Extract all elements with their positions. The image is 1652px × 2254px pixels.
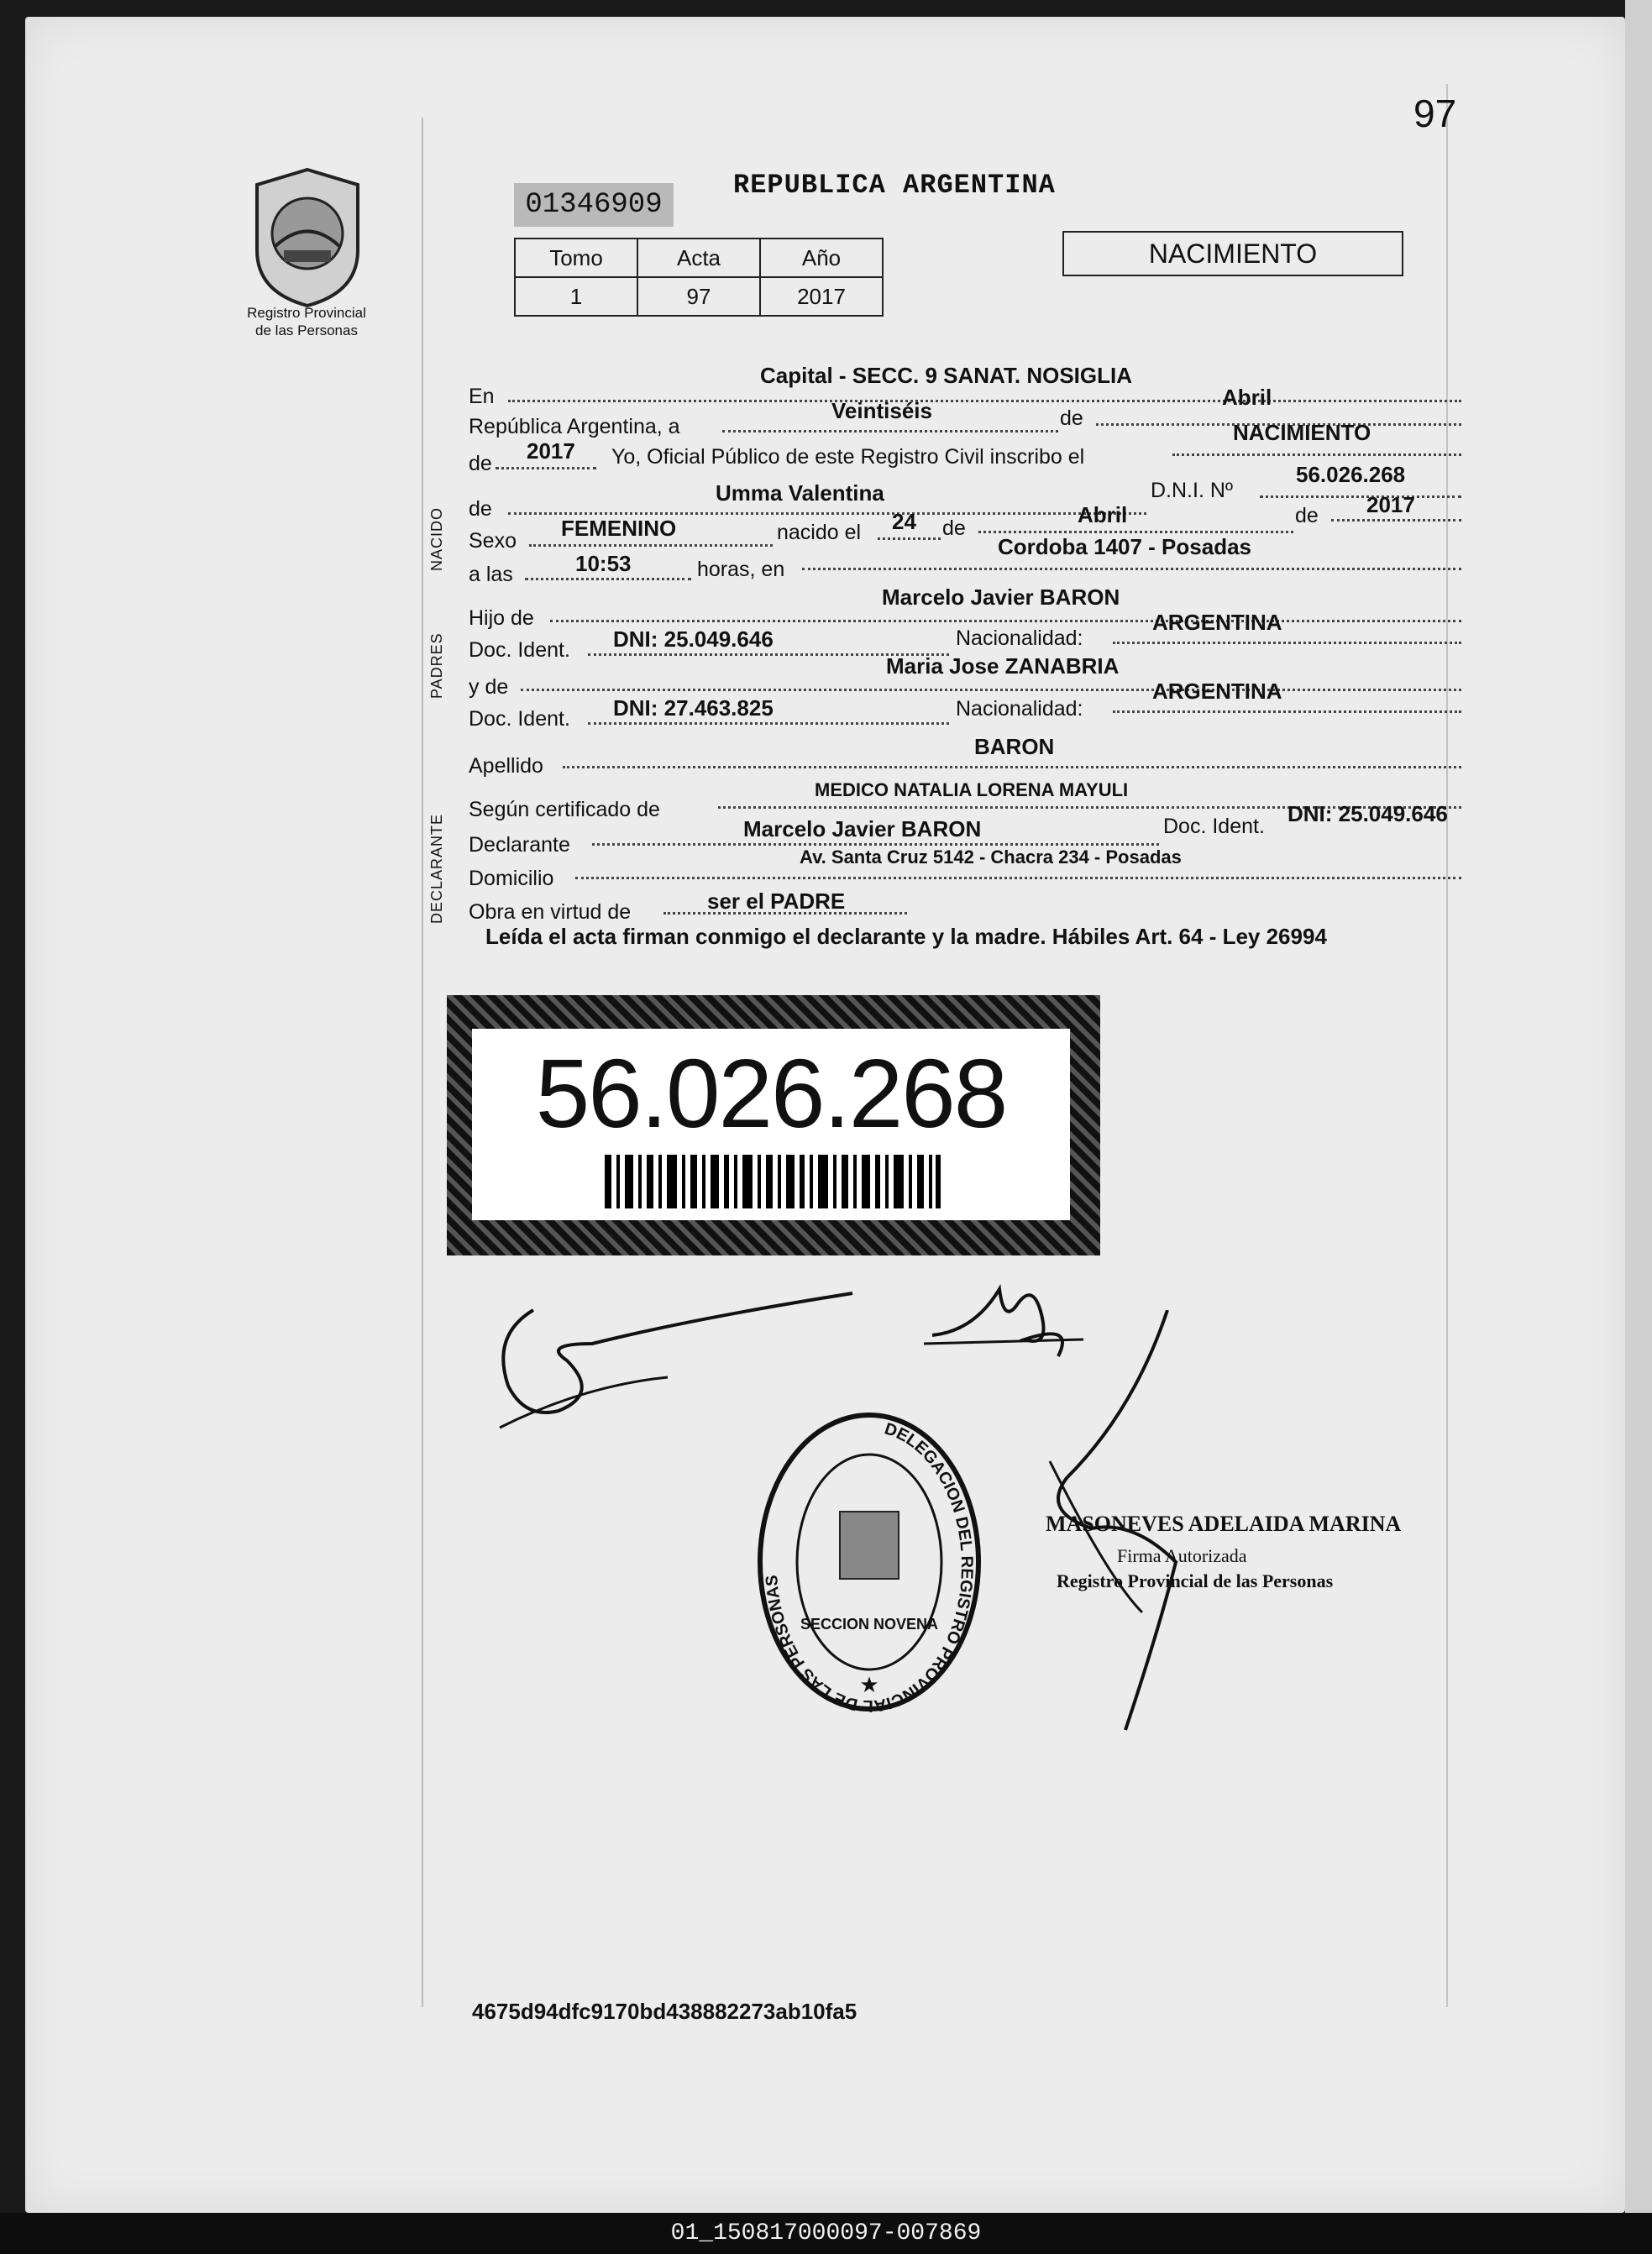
value-birth-time: 10:53 xyxy=(575,551,632,576)
document-hash: 4675d94dfc9170bd438882273ab10fa5 xyxy=(472,1999,857,2024)
label-doc-ident-father: Doc. Ident. xyxy=(469,638,570,662)
seal-inner-text: SECCION NOVENA xyxy=(800,1616,939,1633)
registry-table xyxy=(514,238,884,317)
value-father-nationality: ARGENTINA xyxy=(1152,610,1282,635)
label-de-birth-year: de xyxy=(1295,504,1319,527)
value-father-name: Marcelo Javier BARON xyxy=(882,584,1120,610)
value-month: Abril xyxy=(1222,385,1272,410)
acta-header: Acta xyxy=(637,239,760,277)
side-label-padres: PADRES xyxy=(428,632,445,699)
margin-line-left xyxy=(422,118,423,2007)
footer-id: 01_150817000097-007869 xyxy=(0,2213,1652,2254)
label-segun-cert: Según certificado de xyxy=(469,798,660,821)
dots-en xyxy=(508,400,1461,402)
dni-sticker-label xyxy=(472,1029,1070,1220)
label-dni: D.N.I. Nº xyxy=(1151,479,1234,502)
crest-label xyxy=(227,304,386,339)
registry-seal-stamp xyxy=(756,1411,983,1713)
label-declarante: Declarante xyxy=(469,833,570,857)
signatory-name: MASONEVES ADELAIDA MARINA xyxy=(1046,1512,1402,1536)
side-label-declarante: DECLARANTE xyxy=(428,813,445,924)
label-doc-ident-mother: Doc. Ident. xyxy=(469,707,570,731)
dots-birth-day xyxy=(878,537,941,540)
page-number: 97 xyxy=(1413,92,1457,135)
signatory-line1: Firma Autorizada xyxy=(1117,1545,1247,1566)
label-en: En xyxy=(469,385,495,408)
signatory-line2: Registro Provincial de las Personas xyxy=(1057,1570,1334,1591)
value-birth-day: 24 xyxy=(892,509,916,534)
dots-mother-nat xyxy=(1113,710,1461,713)
value-day-words: Veintiséis xyxy=(831,398,932,423)
label-sexo: Sexo xyxy=(469,529,517,553)
page-edge xyxy=(1625,0,1652,2213)
closing-text: Leída el acta firman conmigo el declarante y la madre. Hábiles Art. 64 - Ley 26994 xyxy=(485,924,1327,949)
value-place: Capital - SECC. 9 SANAT. NOSIGLIA xyxy=(760,363,1133,388)
dots-name xyxy=(508,512,1146,515)
value-address: Av. Santa Cruz 5142 - Chacra 234 - Posadas xyxy=(800,847,1182,868)
label-yo: Yo, Oficial Público de este Registro Civil inscribo el xyxy=(611,445,1085,469)
value-certificate-by: MEDICO NATALIA LORENA MAYULI xyxy=(815,779,1129,800)
value-surname: BARON xyxy=(974,734,1055,759)
label-de-name: de xyxy=(469,497,492,521)
crest-label-line1: Registro Provincial xyxy=(247,305,366,321)
value-child-dni: 56.026.268 xyxy=(1296,462,1406,487)
dots-father xyxy=(550,620,1461,622)
label-nacionalidad-mother: Nacionalidad: xyxy=(956,697,1083,721)
acta-value: 97 xyxy=(637,277,760,316)
dots-sexo xyxy=(529,544,773,547)
value-mother-nationality: ARGENTINA xyxy=(1152,679,1282,704)
label-a-las: a las xyxy=(469,563,513,586)
label-de-month: de xyxy=(1060,406,1083,430)
dots-birth-month xyxy=(978,531,1293,533)
value-birth-month: Abril xyxy=(1078,502,1128,527)
value-father-doc: DNI: 25.049.646 xyxy=(613,626,774,652)
label-de-birth-month: de xyxy=(942,516,966,540)
value-birth-place: Cordoba 1407 - Posadas xyxy=(998,534,1251,559)
value-declarant-name: Marcelo Javier BARON xyxy=(743,816,982,841)
label-hijo-de: Hijo de xyxy=(469,606,534,630)
value-child-name: Umma Valentina xyxy=(716,480,884,506)
label-republica: República Argentina, a xyxy=(469,415,680,438)
dots-father-nat xyxy=(1113,642,1461,644)
label-y-de: y de xyxy=(469,675,509,699)
label-obra: Obra en virtud de xyxy=(469,900,632,924)
dots-year xyxy=(496,467,596,469)
tomo-header: Tomo xyxy=(515,239,637,277)
value-acting-as: ser el PADRE xyxy=(707,888,846,914)
value-year: 2017 xyxy=(527,438,575,464)
dots-surname xyxy=(563,766,1461,768)
margin-line-right xyxy=(1446,84,1448,2007)
dots-mother-doc xyxy=(588,722,949,725)
barcode-icon xyxy=(605,1155,941,1208)
seal-ring-text: DELEGACION DEL REGISTRO PROVINCIAL DE LAS PERSONAS xyxy=(763,1419,977,1713)
value-declarant-doc: DNI: 25.049.646 xyxy=(1288,801,1448,826)
act-type-box: NACIMIENTO xyxy=(1062,231,1403,276)
anio-header: Año xyxy=(760,239,883,277)
tomo-value: 1 xyxy=(515,277,637,316)
value-sex: FEMENINO xyxy=(561,516,677,541)
label-nacionalidad-father: Nacionalidad: xyxy=(956,626,1083,650)
label-nacido-el: nacido el xyxy=(777,521,862,544)
value-mother-doc: DNI: 27.463.825 xyxy=(613,695,774,721)
dots-mother xyxy=(521,689,1461,691)
dni-sticker xyxy=(447,995,1100,1255)
label-doc-ident-declarant: Doc. Ident. xyxy=(1163,815,1265,838)
svg-text:★: ★ xyxy=(859,1672,879,1697)
document-title: REPUBLICA ARGENTINA xyxy=(733,170,1056,201)
label-apellido: Apellido xyxy=(469,754,543,778)
label-horas-en: horas, en xyxy=(697,558,785,581)
label-domicilio: Domicilio xyxy=(469,867,554,890)
crest-label-line2: de las Personas xyxy=(255,322,358,338)
value-act-kind: NACIMIENTO xyxy=(1233,420,1371,445)
dots-address xyxy=(575,877,1461,879)
province-crest-icon xyxy=(250,166,364,309)
dots-dni xyxy=(1260,495,1461,498)
label-de-year: de xyxy=(469,452,492,475)
anio-value: 2017 xyxy=(760,277,883,316)
value-mother-name: Maria Jose ZANABRIA xyxy=(886,653,1120,679)
serial-number: 01346909 xyxy=(514,183,674,227)
value-birth-year: 2017 xyxy=(1366,492,1415,517)
side-label-nacido: NACIDO xyxy=(428,506,445,571)
dots-time xyxy=(525,578,691,580)
dots-act-kind xyxy=(1172,453,1461,456)
dots-day xyxy=(722,430,1058,432)
dots-birth-place xyxy=(802,568,1461,570)
dots-birth-year xyxy=(1331,519,1461,522)
dots-declarant xyxy=(592,843,1159,846)
dni-sticker-number: 56.026.268 xyxy=(535,1039,1007,1148)
